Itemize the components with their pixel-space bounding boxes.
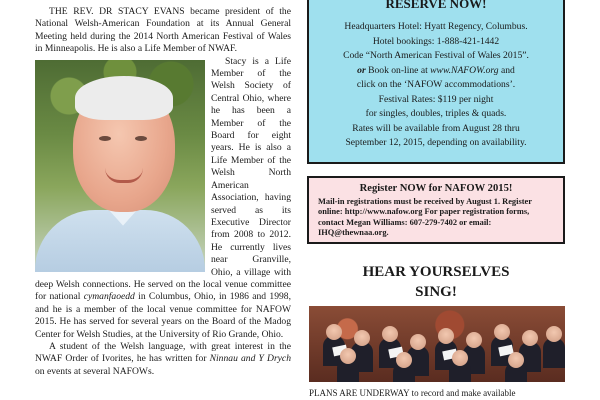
choir-photo: [309, 306, 565, 382]
register-box: [307, 176, 565, 244]
article-paragraph-1: THE REV. DR STACY EVANS became president of the National Welsh-American Foundation at its Annual General Meeting held during the 2014 North American Festival of Wales in Minneapolis. He is also a Life Member of NWAF.: [35, 6, 291, 55]
click-line: click on the ‘NAFOW accommodations’.: [356, 79, 516, 90]
register-title: Register NOW for NAFOW 2015!: [359, 183, 513, 194]
reserve-headline: RESERVE NOW!: [385, 0, 487, 11]
rates-types-line: for singles, doubles, triples & quads.: [365, 108, 507, 119]
availability-line-2: September 12, 2015, depending on availability.: [345, 137, 527, 148]
online-mid: Book on-line at: [365, 64, 431, 76]
article-paragraph-3: [35, 341, 291, 378]
online-end: and: [498, 64, 515, 76]
feature-caption: PLANS ARE UNDERWAY to record and make available: [309, 388, 516, 398]
paragraph-3-text: A student of the Welsh language, with great interest in the NWAF Order of Ivorites, he has written for: [35, 340, 291, 365]
article-column: [35, 6, 291, 400]
code-line: Code “North American Festival of Wales 2015”.: [343, 50, 529, 61]
hear-yourselves-headline: [307, 262, 565, 302]
headline-line-1: HEAR YOURSELVES: [362, 264, 510, 280]
paragraph-3-end: on events at several NAFOWs.: [35, 365, 155, 377]
hotel-line: Headquarters Hotel: Hyatt Regency, Columbus.: [344, 21, 528, 32]
availability-line-1: Rates will be available from August 28 thru: [352, 122, 520, 134]
register-body: Mail-in registrations must be received by August 1. Register online: http://www.nafow.org For paper registration forms, contact Megan Williams: 607-279-7402 or email: IHQ@thewnaa.org.: [318, 196, 532, 238]
nafow-link[interactable]: www.NAFOW.org: [430, 64, 499, 76]
paragraph-3-italic: Ninnau and Y Drych: [209, 353, 291, 365]
paragraph-2-italic: cymanfaoedd: [83, 291, 135, 303]
bookings-line: Hotel bookings: 1-888-421-1442: [372, 35, 500, 47]
paragraph-2-text: Stacy is a Life Member of the Welsh Society of Central Ohio, where he has been a Member of the Board for eight years. He is also a Life Member of the Welsh North American Association, having served as its Executive Director from 2008 to 2012. He currently lives near Granville, Ohio, a village with deep Welsh connections. He served on the local venue committee for national: [35, 55, 291, 303]
or-word: or: [357, 64, 366, 76]
online-line: [309, 64, 563, 79]
rates-line: Festival Rates: $119 per night: [378, 93, 494, 105]
portrait-photo: [35, 60, 205, 272]
paragraph-2-end: in Columbus, Ohio, in 1986 and 1998, and he is a member of the local venue committee for NAFOW 2015. He has served for several years on the Board of the Madog Center for Welsh Studies, at the University of Rio Grande, Ohio.: [35, 291, 291, 340]
headline-line-2: SING!: [415, 284, 457, 300]
reserve-now-box: [307, 0, 565, 164]
